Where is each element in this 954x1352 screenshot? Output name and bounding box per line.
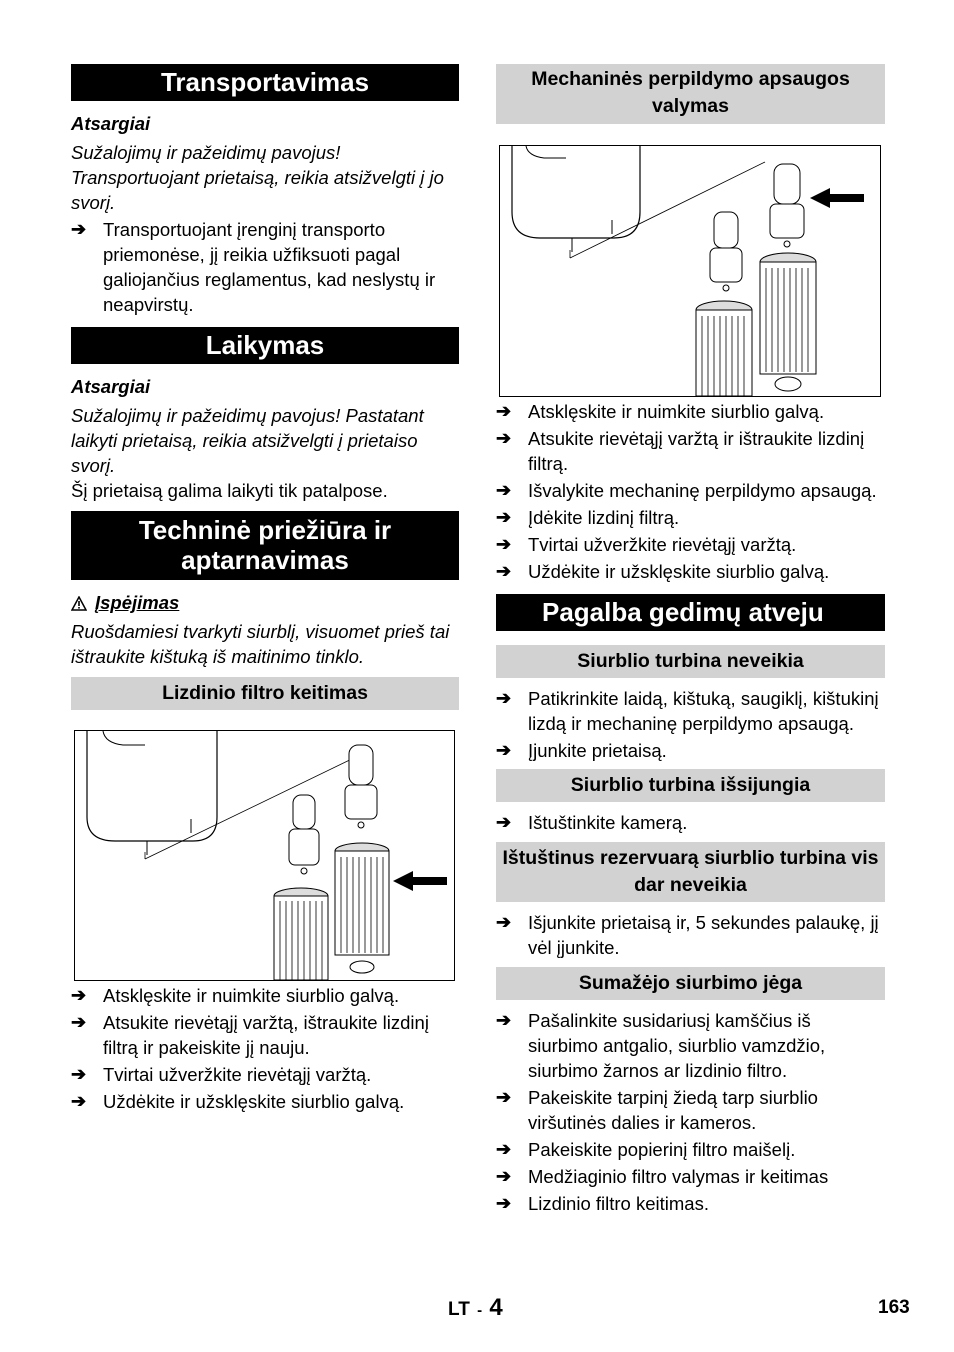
arrow-right-icon: ➔ [496, 740, 512, 760]
arrow-right-icon: ➔ [496, 401, 512, 421]
list-item: ➔ Įjunkite prietaisą. [496, 740, 667, 761]
heading-faults: Pagalba gedimų atveju [496, 594, 885, 631]
list-item: ➔ Atsklęskite ir nuimkite siurblio galvą. [496, 401, 825, 422]
arrow-right-icon: ➔ [496, 507, 512, 527]
step-list [496, 399, 885, 584]
subheading-turbine-still-not-working: Ištuštinus rezervuarą siurblio turbina vis dar neveikia [496, 842, 885, 902]
figure-overflow-cleaning [499, 145, 881, 397]
vacuum-filter-illustration [75, 731, 455, 980]
right-column [496, 64, 885, 1216]
footer-section-label: LT - 4 [448, 1294, 503, 1321]
arrow-right-icon: ➔ [496, 534, 512, 554]
arrow-right-icon: ➔ [496, 561, 512, 581]
list-item: ➔ Lizdinio filtro keitimas. [496, 1193, 709, 1214]
arrow-right-icon: ➔ [496, 480, 512, 500]
list-item: ➔ Atsukite rievėtąjį varžtą, ištraukite lizdinį filtrą ir pakeiskite jį nauju. [71, 1012, 429, 1058]
subheading-suction-reduced: Sumažėjo siurbimo jėga [496, 967, 885, 1000]
subheading-filter-change: Lizdinio filtro keitimas [71, 677, 459, 710]
caution-label: Atsargiai [71, 113, 151, 134]
list-item: ➔ Atsukite rievėtąjį varžtą ir ištraukite lizdinį filtrą. [496, 428, 865, 474]
step-list [496, 810, 885, 835]
list-item: ➔ Uždėkite ir užsklęskite siurblio galvą. [496, 561, 830, 582]
warning-text: Ruošdamiesi tvarkyti siurblį, visuomet prieš tai ištraukite kištuką iš maitinimo tinklo. [71, 621, 450, 667]
list-item: ➔ Tvirtai užveržkite rievėtąjį varžtą. [496, 534, 797, 555]
arrow-right-icon: ➔ [71, 219, 87, 239]
list-item: ➔ Atsklęskite ir nuimkite siurblio galvą. [71, 985, 400, 1006]
arrow-right-icon: ➔ [496, 688, 512, 708]
arrow-pointer-icon [393, 871, 447, 891]
list-item: ➔ Pašalinkite susidariusį kamščius iš siurbimo antgalio, siurblio vamzdžio, siurbimo žarnos ar lizdinio filtro. [496, 1010, 826, 1081]
vacuum-filter-illustration [500, 146, 881, 396]
left-column [71, 64, 459, 1114]
arrow-right-icon: ➔ [496, 1139, 512, 1159]
list-item: ➔ Transportuojant įrenginį transporto priemonėse, jį reikia užfiksuoti pagal galiojančius reglamentus, kad neslystų ir neapvirstų. [71, 219, 436, 315]
caution-text: Sužalojimų ir pažeidimų pavojus! Pastatant laikyti prietaisą, reikia atsižvelgti į prietaiso svorį. [71, 405, 424, 476]
storage-note: Šį prietaisą galima laikyti tik patalpose. [71, 480, 388, 501]
figure-filter-change [74, 730, 455, 981]
arrow-pointer-icon [810, 188, 864, 208]
list-item: ➔ Įdėkite lizdinį filtrą. [496, 507, 680, 528]
arrow-right-icon: ➔ [496, 912, 512, 932]
warning-label: Įspėjimas [71, 590, 459, 615]
list-item: ➔ Pakeiskite tarpinį žiedą tarp siurblio viršutinės dalies ir kameros. [496, 1087, 818, 1133]
step-list [71, 217, 459, 317]
warning-triangle-icon [71, 596, 87, 611]
arrow-right-icon: ➔ [496, 812, 512, 832]
list-item: ➔ Pakeiskite popierinį filtro maišelį. [496, 1139, 796, 1160]
subheading-turbine-switches-off: Siurblio turbina išsijungia [496, 769, 885, 802]
arrow-right-icon: ➔ [71, 985, 87, 1005]
caution-label: Atsargiai [71, 376, 151, 397]
subheading-overflow-cleaning: Mechaninės perpildymo apsaugos valymas [496, 64, 885, 124]
subheading-turbine-not-working: Siurblio turbina neveikia [496, 645, 885, 678]
heading-maintenance: Techninė priežiūra ir aptarnavimas [71, 511, 459, 580]
arrow-right-icon: ➔ [496, 1010, 512, 1030]
step-list [496, 686, 885, 763]
arrow-right-icon: ➔ [71, 1091, 87, 1111]
heading-storage: Laikymas [71, 327, 459, 364]
arrow-right-icon: ➔ [496, 428, 512, 448]
step-list [496, 1008, 885, 1216]
step-list [496, 910, 885, 960]
page-number: 163 [878, 1297, 910, 1318]
heading-transport: Transportavimas [71, 64, 459, 101]
list-item: ➔ Išjunkite prietaisą ir, 5 sekundes palaukę, jį vėl įjunkite. [496, 912, 879, 958]
list-item: ➔ Medžiaginio filtro valymas ir keitimas [496, 1166, 829, 1187]
list-item: ➔ Tvirtai užveržkite rievėtąjį varžtą. [71, 1064, 372, 1085]
list-item: ➔ Patikrinkite laidą, kištuką, saugiklį, kištukinį lizdą ir mechaninę perpildymo apsaugą. [496, 688, 879, 734]
arrow-right-icon: ➔ [496, 1087, 512, 1107]
list-item: ➔ Ištuštinkite kamerą. [496, 812, 688, 833]
arrow-right-icon: ➔ [496, 1193, 512, 1213]
list-item: ➔ Išvalykite mechaninę perpildymo apsaugą. [496, 480, 877, 501]
arrow-right-icon: ➔ [71, 1012, 87, 1032]
list-item: ➔ Uždėkite ir užsklęskite siurblio galvą. [71, 1091, 405, 1112]
caution-text: Sužalojimų ir pažeidimų pavojus! Transportuojant prietaisą, reikia atsižvelgti į jo svorį. [71, 142, 444, 213]
arrow-right-icon: ➔ [71, 1064, 87, 1084]
arrow-right-icon: ➔ [496, 1166, 512, 1186]
step-list [71, 983, 459, 1114]
